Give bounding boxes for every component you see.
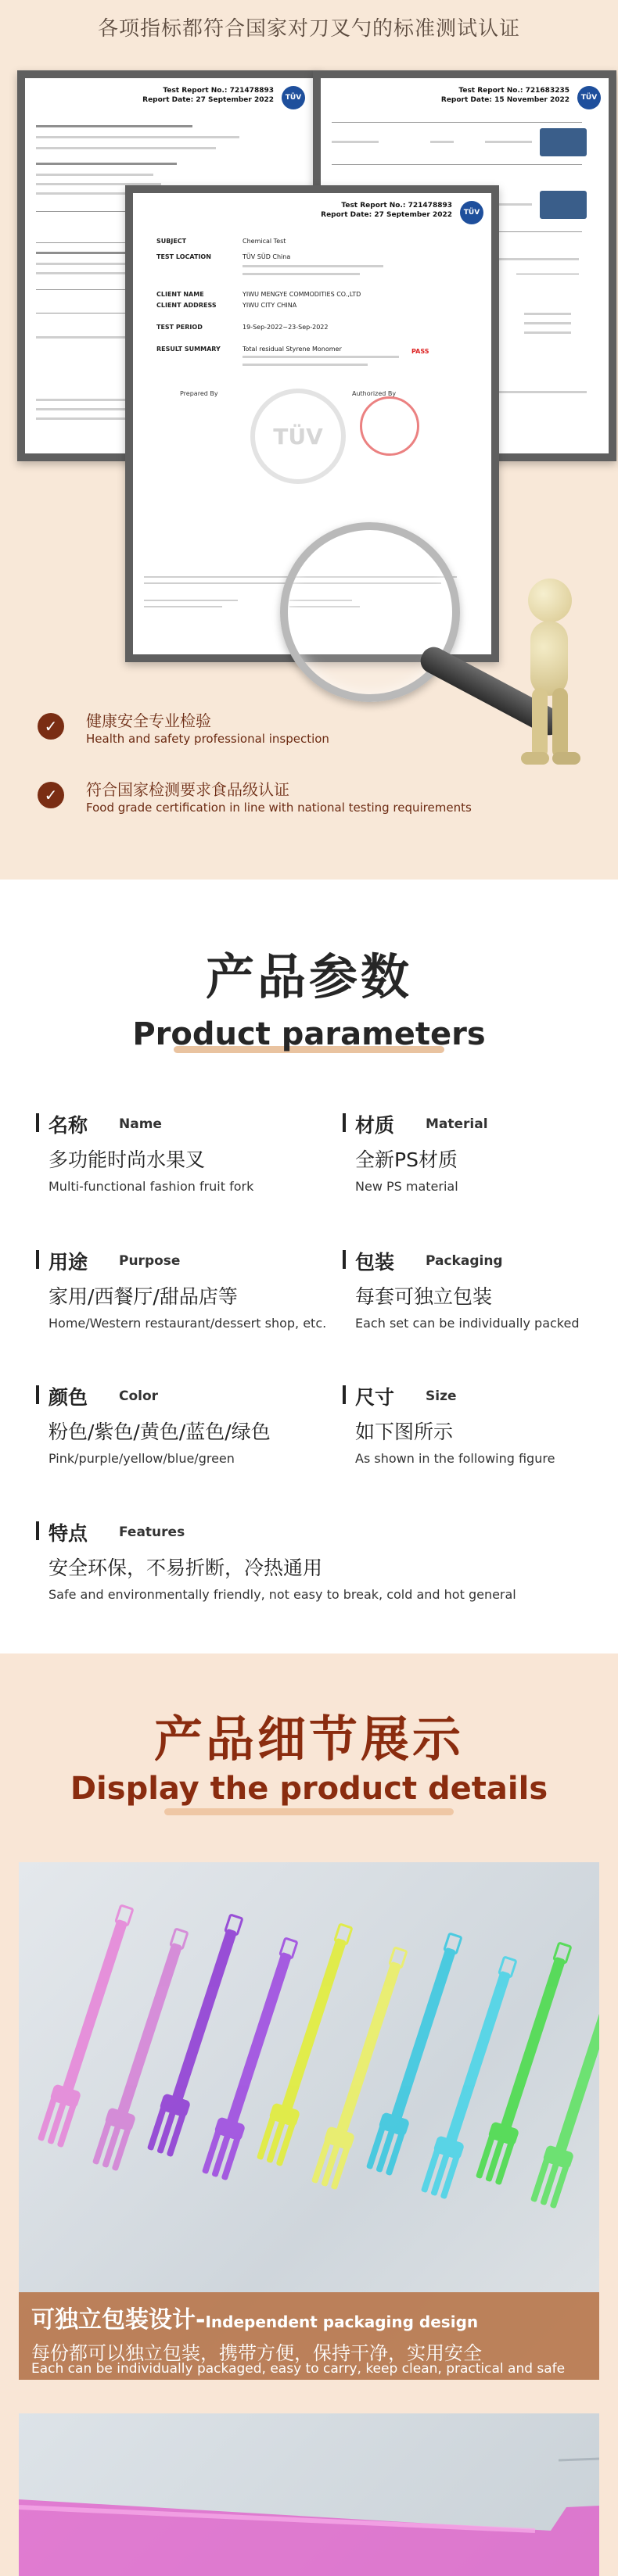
- product-details-section: [0, 1653, 618, 2576]
- forks-product-photo: [19, 1862, 599, 2380]
- tuv-logo: TÜV: [460, 201, 483, 224]
- certification-title: 各项指标都符合国家对刀叉勺的标准测试认证: [97, 17, 520, 41]
- check-icon: ✓: [38, 713, 64, 740]
- prepared-by: Prepared By: [180, 390, 218, 397]
- tuv-watermark: TÜV: [250, 389, 346, 484]
- product-parameters-section: 产品参数 Product parameters 名称 Name 多功能时尚水果叉 Multi-functional fashion fruit fork 材质 Material 全新PS材质 New PS material 用途 Purpose 家用/西餐厅/甜品店等 Home/Western restaurant/dessert shop, etc. 包装 Packaging 每套可独立包装 Each set can be individually packed 颜色 Color 粉色/紫色/黄色/蓝色/绿色 Pink/purple/yellow/blue/green 尺寸 Size 如下图所示 As shown in the following figure 特点 Features 安全环保，不易折断，冷热通用 Safe and environmentally friendly, not easy to break, cold and hot general: [0, 880, 618, 1653]
- params-title-cn: 产品参数: [205, 948, 412, 1005]
- red-seal-icon: [360, 396, 419, 456]
- params-title-en: Product parameters: [132, 1016, 486, 1052]
- report-row: CLIENT ADDRESS YIWU CITY CHINA: [156, 302, 297, 309]
- report-number: Test Report No.: 721478893 Report Date: 27 September 2022: [321, 202, 452, 219]
- report-row: TEST PERIOD 19-Sep-2022~23-Sep-2022: [156, 324, 329, 331]
- details-title-en: Display the product details: [70, 1771, 548, 1807]
- report-row: RESULT SUMMARY Total residual Styrene Monomer: [156, 346, 342, 353]
- report-number: Test Report No.: 721478893 Report Date: 27 September 2022: [142, 87, 274, 104]
- fork-closeup-illustration: [19, 2413, 599, 2576]
- caption-cn: 每份都可以独立包装，携带方便，保持干净，实用安全: [31, 2342, 482, 2364]
- fork-icon: [530, 1964, 599, 2209]
- 3d-figure-illustration: [501, 579, 602, 774]
- report-row: CLIENT NAME YIWU MENGYE COMMODITIES CO.,LTD: [156, 291, 361, 298]
- certification-section: 各项指标都符合国家对刀叉勺的标准测试认证 TÜV Test Report No.: 721478893 Report Date: 27 September 2022 TÜV Test Report No.: 721683235 Report Date: 15 November 2022 TÜV Test Report No.: 721478893 Report Date: 27 September 2022 SUBJECT Chemical Test TEST LOCATION TÜV SÜD China CLIENT NAME YIWU MENGYE COMMODITIES CO.,LTD CLIENT ADDRESS YIWU CITY CHINA TEST PERIOD 19-Sep-2022~23-Sep-2022 RESULT SUMMARY Total residual Styrene Monomer TÜV Prepared By Authorized By PASS ✓ 健康安全专业检验 Health and safety professional inspection ✓ 符合国家检测要求食品级认证 Food grade certification in line with national testing requirements: [0, 0, 618, 880]
- report-row: SUBJECT Chemical Test: [156, 238, 286, 245]
- tuv-logo: TÜV: [282, 86, 305, 109]
- caption-title: 可独立包装设计-Independent packaging design: [31, 2306, 479, 2334]
- tuv-logo: TÜV: [577, 86, 601, 109]
- fork-closeup-photo: [19, 2413, 599, 2576]
- check-icon: ✓: [38, 782, 64, 808]
- caption-en: Each can be individually packaged, easy to carry, keep clean, practical and safe: [31, 2361, 566, 2377]
- title-underline: [164, 1808, 454, 1815]
- report-row: TEST LOCATION TÜV SÜD China: [156, 253, 291, 260]
- details-title-cn: 产品细节展示: [153, 1711, 464, 1768]
- authorized-by: Authorized By: [352, 390, 397, 397]
- report-number: Test Report No.: 721683235 Report Date: 15 November 2022: [440, 87, 569, 104]
- result-pass: PASS: [411, 348, 429, 355]
- photo-caption: [19, 2292, 599, 2380]
